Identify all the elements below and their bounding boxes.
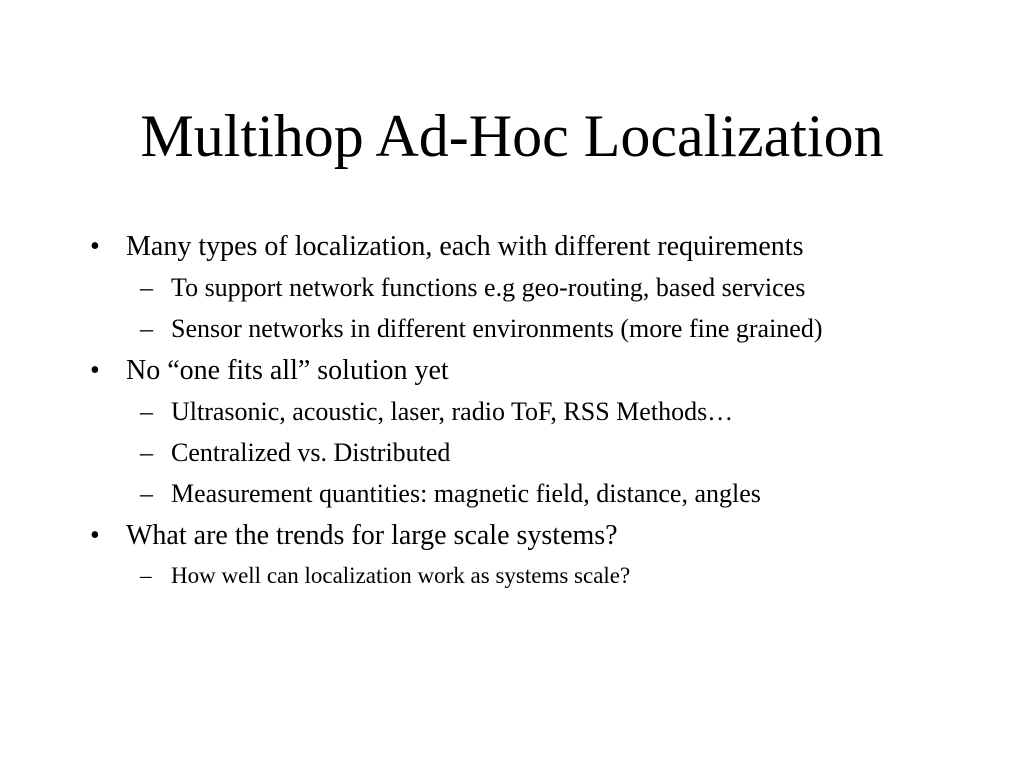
- bullet-group-2: [90, 354, 950, 510]
- sub-bullet-item: [90, 396, 950, 428]
- dash-icon: –: [140, 479, 153, 508]
- sub-bullet-text: Centralized vs. Distributed: [171, 438, 451, 467]
- slide-title: Multihop Ad-Hoc Localization: [140, 103, 884, 169]
- dash-icon: –: [140, 397, 153, 426]
- bullet-icon: •: [90, 355, 100, 386]
- sub-bullet-item: [90, 313, 950, 345]
- bullet-icon: •: [90, 520, 100, 551]
- dash-icon: –: [140, 438, 153, 467]
- bullet-group-3: [90, 519, 950, 591]
- bullet-text: Many types of localization, each with different requirements: [126, 231, 804, 262]
- sub-bullet-item: [90, 478, 950, 510]
- dash-icon: –: [140, 314, 153, 343]
- bullet-item: [90, 354, 950, 388]
- sub-bullet-item: [90, 561, 950, 591]
- bullet-item: [90, 519, 950, 553]
- sub-bullet-text: Ultrasonic, acoustic, laser, radio ToF, RSS Methods…: [171, 397, 734, 426]
- sub-bullet-text: How well can localization work as systems scale?: [171, 563, 631, 588]
- bullet-item: [90, 230, 950, 264]
- sub-bullet-text: To support network functions e.g geo-routing, based services: [171, 273, 806, 302]
- dash-icon: –: [140, 563, 152, 588]
- bullet-text: What are the trends for large scale systems?: [126, 520, 618, 551]
- bullet-text: No “one fits all” solution yet: [126, 355, 449, 386]
- sub-bullet-text: Measurement quantities: magnetic field, distance, angles: [171, 479, 761, 508]
- slide-body: [90, 230, 950, 600]
- dash-icon: –: [140, 273, 153, 302]
- sub-bullet-text: Sensor networks in different environments (more fine grained): [171, 314, 823, 343]
- sub-bullet-item: [90, 272, 950, 304]
- bullet-icon: •: [90, 231, 100, 262]
- bullet-group-1: [90, 230, 950, 345]
- sub-bullet-item: [90, 437, 950, 469]
